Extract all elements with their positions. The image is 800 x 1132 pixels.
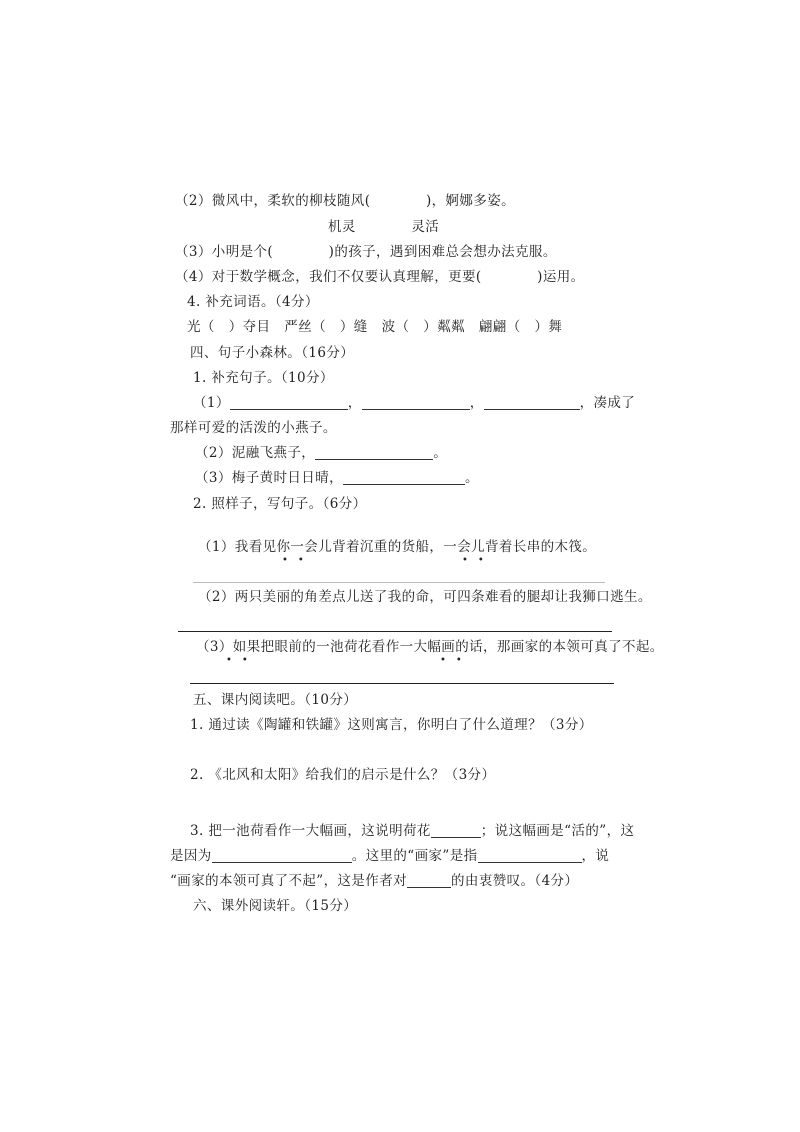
- reading-q3-text: 。这里的“画家”是指: [351, 848, 478, 864]
- emphasis-dots: • •: [282, 555, 304, 566]
- section-5-title: 五、课内阅读吧。（10分）: [193, 692, 358, 708]
- imitate-1: （1）我看见你一会儿背着沉重的货船，一会儿背着长串的木筏。: [198, 539, 597, 555]
- q3-item-2-options: 机灵 灵活: [328, 219, 440, 235]
- q3-item-3: （3）小明是个( )的孩子，遇到困难总会想办法克服。: [175, 244, 557, 260]
- reading-q3-text: 3. 把一池荷看作一大幅画，这说明荷花: [190, 823, 431, 839]
- answer-blank[interactable]: [484, 396, 580, 410]
- section-6-title: 六、课外阅读轩。（15分）: [193, 898, 358, 914]
- q3-item-4: （4）对于数学概念，我们不仅要认真理解，更要( )运用。: [175, 269, 585, 285]
- sentence-fill-2: [195, 444, 447, 462]
- reading-q1: 1. 通过读《陶罐和铁罐》这则寓言，你明白了什么道理？（3分）: [190, 717, 593, 733]
- sentence-fill-3: [195, 469, 479, 487]
- sentence-fill-1-cont: 那样可爱的活泼的小燕子。: [170, 420, 337, 436]
- answer-blank[interactable]: [212, 849, 352, 863]
- punct: ，: [347, 395, 362, 411]
- emphasis-dots: • •: [440, 655, 462, 666]
- reading-q3-text: 的由衷赞叹。（4分）: [451, 873, 579, 889]
- answer-blank[interactable]: [407, 874, 451, 888]
- sentence-fill-1-end: ，凑成了: [579, 395, 636, 411]
- reading-q3-line2: [170, 847, 609, 865]
- fill-words-title: 4. 补充词语。（4分）: [187, 294, 319, 310]
- reading-q3-text: ；说这幅画是“活的”，这: [480, 823, 635, 839]
- reading-q3-line3: [170, 872, 578, 890]
- punct: 。: [433, 445, 448, 461]
- imitate-3: （3）如果把眼前的一池荷花看作一大幅画的话，那画家的本领可真了不起。: [196, 639, 664, 655]
- answer-blank[interactable]: [362, 396, 470, 410]
- sentence-fill-1-label: （1）: [193, 395, 230, 411]
- fill-words-list: 光（ ）夺目 严丝（ ）缝 波（ ）粼粼 翩翩（ ）舞: [187, 319, 563, 335]
- emphasis-dots: • •: [226, 655, 248, 666]
- answer-blank[interactable]: [478, 849, 582, 863]
- sentence-fill-title: 1. 补充句子。（10分）: [193, 370, 334, 386]
- sentence-fill-1: [193, 394, 635, 412]
- answer-blank[interactable]: [343, 471, 465, 485]
- answer-blank[interactable]: [230, 396, 348, 410]
- section-4-title: 四、句子小森林。（16分）: [190, 345, 355, 361]
- punct: ，: [469, 395, 484, 411]
- answer-blank[interactable]: [315, 446, 433, 460]
- answer-blank[interactable]: [431, 824, 481, 838]
- answer-line[interactable]: [178, 631, 612, 632]
- imitate-title: 2. 照样子，写句子。（6分）: [193, 496, 367, 512]
- punct: 。: [465, 470, 479, 486]
- q3-item-2: （2）微风中，柔软的柳枝随风( )，婀娜多姿。: [175, 193, 516, 209]
- answer-line[interactable]: [193, 582, 605, 583]
- reading-q2: 2. 《北风和太阳》给我们的启示是什么？（3分）: [190, 767, 496, 783]
- imitate-2: （2）两只美丽的角差点儿送了我的命，可四条难看的腿却让我狮口逃生。: [198, 589, 652, 605]
- reading-q3-text: 是因为: [170, 848, 212, 864]
- emphasis-dots: • •: [462, 555, 484, 566]
- reading-q3-text: “画家的本领可真了不起”，这是作者对: [170, 873, 408, 889]
- reading-q3-text: ，说: [581, 848, 610, 864]
- sentence-fill-3-label: （3）梅子黄时日日晴，: [195, 470, 343, 486]
- sentence-fill-2-label: （2）泥融飞燕子，: [195, 445, 316, 461]
- reading-q3-line1: [190, 822, 634, 840]
- answer-line[interactable]: [190, 683, 614, 684]
